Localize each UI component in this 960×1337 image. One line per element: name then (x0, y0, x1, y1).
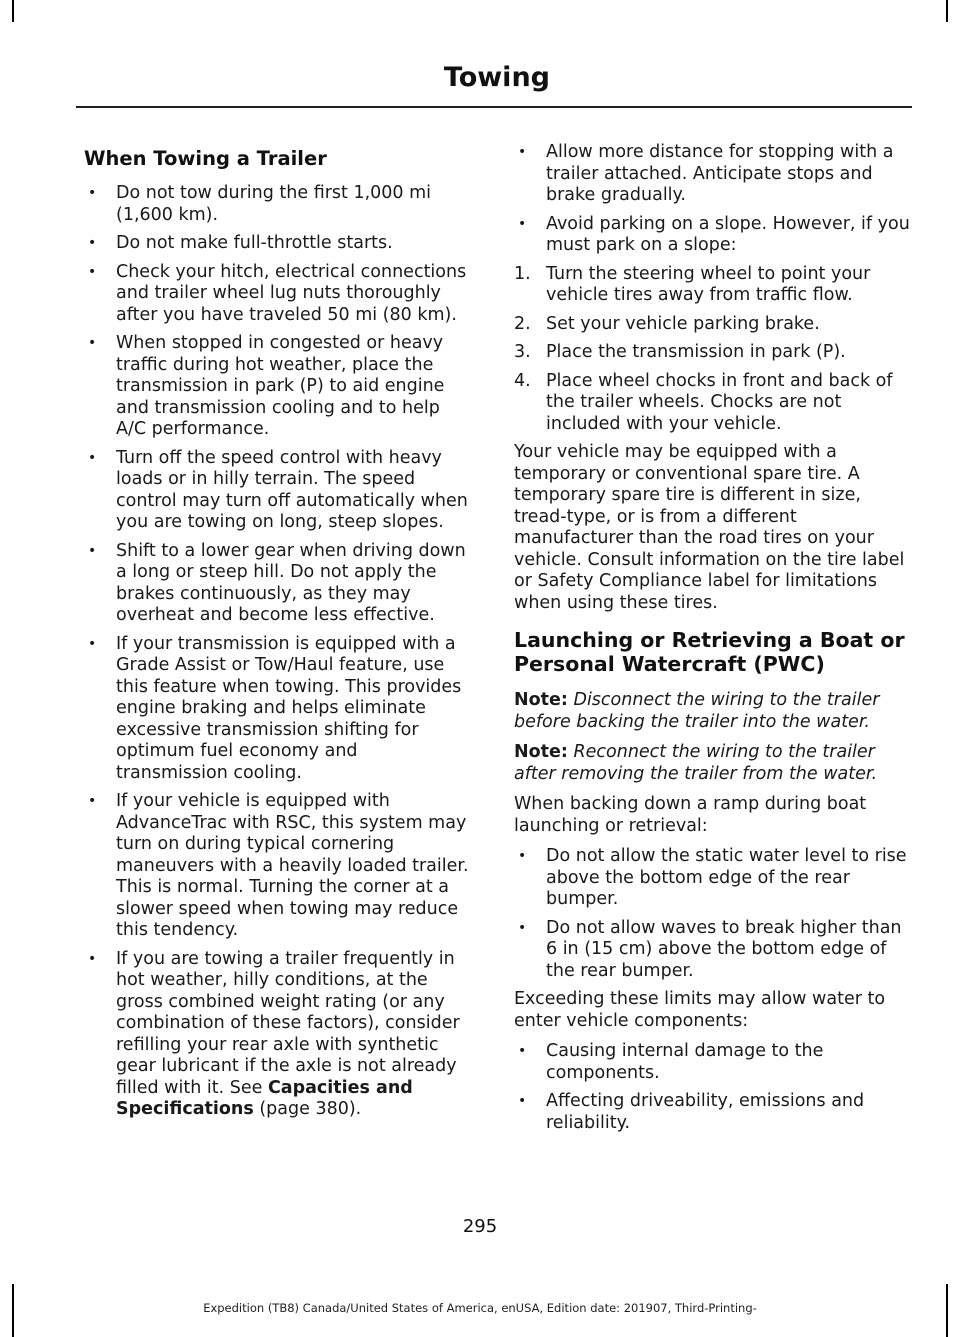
list-item: 4. Place wheel chocks in front and back of the trailer wheels. Chocks are not included with your vehicle. (514, 370, 893, 434)
list-item: • Do not tow during the first 1,000 mi (1,600 km). (88, 183, 432, 225)
list-item: • Affecting driveability, emissions and reliability. (518, 1091, 865, 1133)
right-column (514, 142, 910, 1141)
page-footer: Expedition (TB8) Canada/United States of America, enUSA, Edition date: 201907, Third-Printing- (203, 1301, 757, 1315)
list-item: 3. Place the transmission in park (P). (514, 342, 846, 362)
list-item: • Do not allow the static water level to rise above the bottom edge of the rear bumper. (518, 846, 907, 909)
list-item: • Shift to a lower gear when driving down a long or steep hill. Do not apply the brakes continuously, as they may overheat and become less effective. (88, 540, 466, 625)
note-disconnect: Note: Disconnect the wiring to the trailer before backing the trailer into the water. (514, 690, 880, 732)
list-item: • Do not allow waves to break higher than 6 in (15 cm) above the bottom edge of the rear bumper. (518, 917, 902, 981)
bullet-marker: • (518, 848, 527, 864)
crop-mark-top-left (12, 0, 14, 22)
bullet-marker: • (88, 235, 97, 251)
list-item: • If your vehicle is equipped with AdvanceTrac with RSC, this system may turn on during typical cornering maneuvers with a heavily loaded trailer. This is normal. Turning the corner at a slower speed when towing may reduce this tendency. (88, 791, 469, 940)
step-number: 4. (514, 370, 531, 391)
crop-mark-top-right (946, 0, 948, 22)
list-item: • When stopped in congested or heavy traffic during hot weather, place the transmission in park (P) to aid engine and transmission cooling and to help A/C performance. (88, 333, 445, 439)
list-item: • Allow more distance for stopping with a trailer attached. Anticipate stops and brake gradually. (518, 142, 894, 205)
list-item: • Do not make full-throttle starts. (88, 233, 393, 253)
bullet-marker: • (518, 215, 527, 232)
list-item: • Check your hitch, electrical connections and trailer wheel lug nuts thoroughly after you have traveled 50 mi (80 km). (88, 261, 467, 325)
spare-tire-paragraph: Your vehicle may be equipped with a temporary or conventional spare tire. A temporary spare tire is different in size, tread-type, or is from a different manufacturer than the road tires on your vehicle. Consult information on the tire label or Safety Compliance label for limitations when using these tires. (514, 442, 905, 613)
bullet-marker: • (88, 335, 97, 351)
section-heading-boat-launching: Launching or Retrieving a Boat or Personal Watercraft (PWC) (514, 628, 905, 676)
exceed-list (514, 1041, 910, 1134)
ramp-intro: When backing down a ramp during boat launching or retrieval: (514, 794, 867, 836)
ramp-list (514, 846, 910, 982)
note-reconnect: Note: Reconnect the wiring to the trailer after removing the trailer from the water. (514, 742, 878, 784)
page-header-title: Towing (443, 62, 550, 93)
list-item: • Avoid parking on a slope. However, if you must park on a slope: (518, 213, 910, 255)
page-number: 295 (462, 1216, 498, 1237)
bullet-marker: • (88, 542, 97, 559)
bullet-marker: • (518, 1043, 527, 1059)
exceed-intro: Exceeding these limits may allow water to enter vehicle components: (514, 989, 886, 1031)
header-rule (76, 106, 912, 108)
bullet-marker: • (88, 635, 97, 652)
step-number: 1. (514, 263, 531, 284)
list-item: 2. Set your vehicle parking brake. (514, 313, 820, 334)
bullet-marker: • (518, 144, 527, 160)
list-item: • If your transmission is equipped with a Grade Assist or Tow/Haul feature, use this feature when towing. This provides engine braking and helps eliminate excessive transmission shifting for optimum fuel economy and transmission cooling. (88, 633, 462, 783)
bullet-marker: • (88, 793, 97, 809)
section-heading-towing-trailer: When Towing a Trailer (84, 147, 327, 170)
list-item: • If you are towing a trailer frequently in hot weather, hilly conditions, at the gross combined weight rating (or any combination of these factors), consider refilling your rear axle with synthetic gear lubricant if the axle is not already filled with it. See Capacities and Specifications (page 380). (88, 948, 460, 1119)
parking-steps-list (514, 264, 910, 436)
list-item: 1. Turn the steering wheel to point your vehicle tires away from traffic flow. (514, 263, 871, 305)
list-item: • Turn off the speed control with heavy loads or in hilly terrain. The speed control may turn off automatically when you are towing on long, steep slopes. (88, 447, 468, 532)
bullet-marker: • (518, 919, 527, 936)
capacities-link[interactable]: Capacities and Specifications (116, 1077, 413, 1119)
bullet-marker: • (88, 950, 97, 967)
left-column (84, 142, 474, 1128)
bullet-marker: • (518, 1093, 527, 1109)
towing-tips-list (84, 183, 474, 1121)
step-number: 2. (514, 313, 531, 334)
step-number: 3. (514, 342, 531, 362)
bullet-marker: • (88, 263, 97, 280)
bullet-marker: • (88, 449, 97, 466)
bullet-marker: • (88, 185, 97, 201)
list-item: • Causing internal damage to the components. (518, 1041, 824, 1083)
stopping-parking-list (514, 142, 910, 257)
